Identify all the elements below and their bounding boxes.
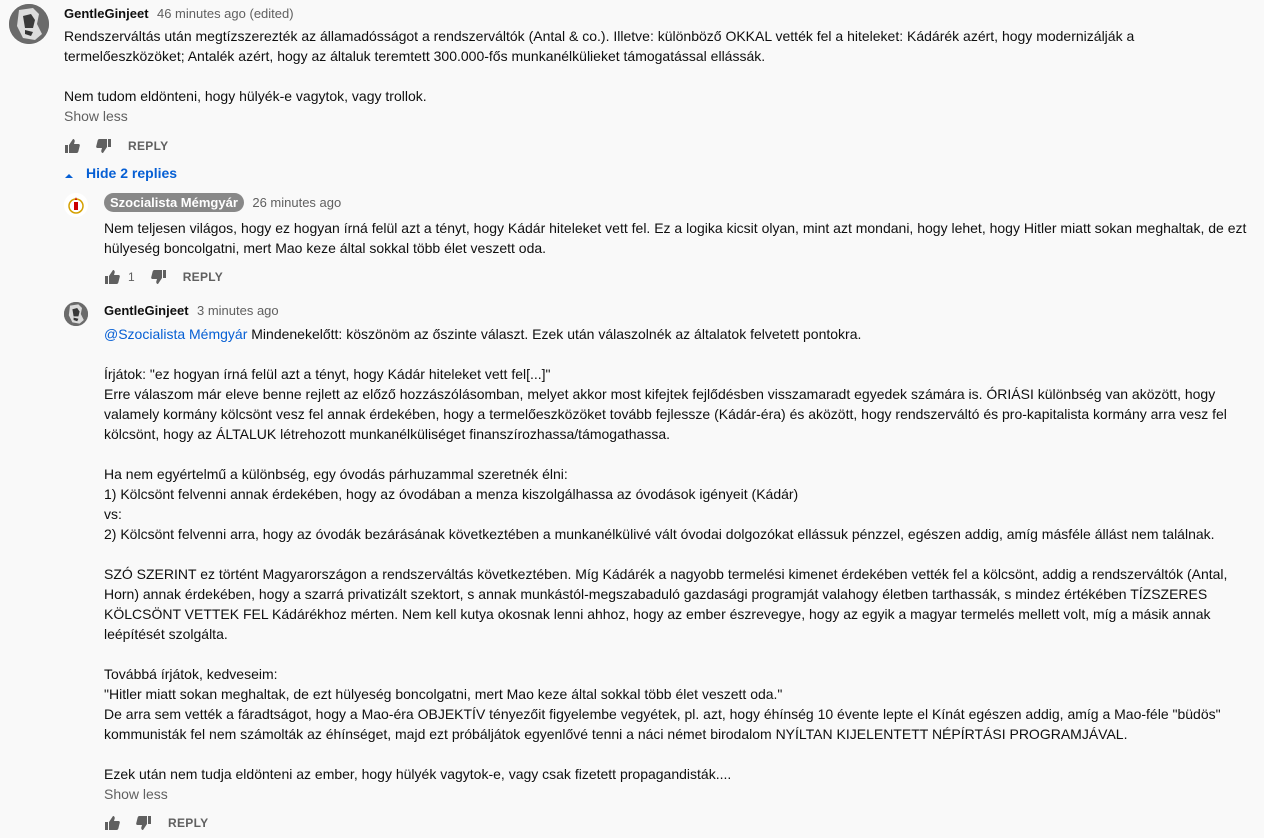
comment-text-content: Mindenekelőtt: köszönöm az őszinte választ. Ezek után válaszolnék az általatok felvetett pontokra. Írjátok: "ez hogyan írná felül azt a tényt, hogy Kádár hiteleket vett fel[...]" Erre válaszom már eleve benne rejlett az előző hozzászólásomban, melyet akkor most kifejtek fejlődésben visszamaradt egyedek számára is. ÓRIÁSI különbség van aközött, hogy valamely kormány kölcsönt vesz fel annak érdekében, hogy a termelőeszközöket tovább fejlessze (Kádár-éra) és aközött, hogy rendszerváltó és pro-kapitalista kormány arra vesz fel kölcsönt, hogy az ÁLTALUK létrehozott munkanélküliséget finanszírozhassa/támogathassa. Ha nem egyértelmű a különbség, egy óvodás párhuzammal szeretnék élni: 1) Kölcsönt felvenni annak érdekében, hogy az óvodában a menza kiszolgálhassa az óvodások igényeit (Kádár) vs: 2) Kölcsönt felvenni arra, hogy az óvodák bezárásának következtében a munkanélkülivé vált óvodai dolgozókat ellássuk pénzzel, egészen addig, amíg másféle állást nem találnak. SZÓ SZERINT ez történt Magyarországon a rendszerváltás következtében. Míg Kádárék a nagyobb termelési kimenet érdekében vették fel a kölcsönt, addig a rendszerváltók (Antal, Horn) annak érdekében, hogy a szarrá privatizált szektort, s annak munkástól-megszabaduló gazdasági programját valahogy életben tarthassák, s mindez értékében TÍZSZERES KÖLCSÖNT VETTEK FEL Kádárékhoz mérten. Nem kell kutya okosnak lenni ahhoz, hogy az ember észrevegye, hogy az egyik a magyar termelés mellett volt, míg a másik annak leépítését szolgálta. Továbbá írjátok, kedveseim: "Hitler miatt sokan meghaltak, de ezt hülyeség boncolgatni, mert Mao keze által sokkal több élet veszett oda." De arra sem vették a fáradtságot, hogy a Mao-éra OBJEKTÍV tényezőit figyelembe vegyétek, pl. azt, hogy éhínség 10 évente lepte el Kínát egészen addig, amíg a Mao-féle "büdös" kommunisták fel nem számolták az éhínséget, majd ezt próbáljátok egyenlővé tenni a náci német birodalom NYÍLTAN KIJELENTETT NÉPÍRTÁSI PROGRAMJÁVAL. Ezek után nem tudja eldönteni az ember, hogy hülyék vagytok-e, vagy csak fizetett propagandisták....: [104, 326, 1228, 782]
reply-button[interactable]: REPLY: [182, 270, 224, 284]
hide-replies-button[interactable]: [64, 165, 177, 181]
avatar[interactable]: [9, 4, 49, 44]
like-icon[interactable]: [64, 138, 80, 154]
dislike-icon[interactable]: [151, 269, 167, 285]
avatar[interactable]: [64, 302, 88, 326]
avatar-image: [64, 302, 88, 326]
dislike-icon[interactable]: [136, 815, 152, 831]
comment-header: [104, 194, 341, 212]
comment-actions: [64, 138, 168, 154]
comment-text: Nem teljesen világos, hogy ez hogyan írná felül azt a tényt, hogy Kádár hiteleket vett fel. Ez a logika kicsit olyan, mint azt mondani, hogy lehet, hogy Hitler miatt sokan meghaltak, de ezt hülyeség boncolgatni, mert Mao keze által sokkal több élet veszett oda.: [104, 220, 1247, 256]
comment-text: Rendszerváltás után megtízszerezték az államadósságot a rendszerváltók (Antal & co.). Illetve: különböző OKKAL vették fel a hiteleket: Kádárék azért, hogy modernizálják a termelőeszközöket; Antalék azért, hogy az általuk teremtett 300.000-fős munkanélkülieket támogatással ellássák. Nem tudom eldönteni, hogy hülyék-e vagytok, vagy trollok.: [64, 28, 1135, 104]
mention-link[interactable]: @Szocialista Mémgyár: [104, 326, 248, 342]
comment-timestamp[interactable]: 46 minutes ago (edited): [156, 6, 294, 21]
comment-actions: [104, 269, 223, 285]
reply-button[interactable]: REPLY: [168, 816, 209, 830]
avatar-image: [64, 193, 88, 217]
like-icon[interactable]: [104, 815, 120, 831]
chevron-up-icon: [64, 168, 74, 178]
avatar[interactable]: [64, 193, 88, 217]
reply-button[interactable]: REPLY: [128, 139, 169, 153]
comment-header: [104, 302, 279, 320]
comment-timestamp[interactable]: 26 minutes ago: [252, 195, 342, 210]
comment-author-badge[interactable]: Szocialista Mémgyár: [104, 193, 244, 212]
show-less-button[interactable]: Show less: [104, 786, 168, 802]
like-count: 1: [128, 270, 135, 284]
comment-author[interactable]: GentleGinjeet: [104, 303, 189, 318]
like-icon[interactable]: [104, 269, 120, 285]
show-less-button[interactable]: Show less: [64, 108, 128, 124]
comment-timestamp[interactable]: 3 minutes ago: [196, 303, 279, 318]
hide-replies-label: Hide 2 replies: [86, 165, 178, 181]
avatar-image: [9, 4, 49, 44]
comment-actions: [104, 815, 208, 831]
comment-text: [104, 324, 1254, 784]
comment-author[interactable]: GentleGinjeet: [64, 6, 149, 21]
dislike-icon[interactable]: [96, 138, 112, 154]
comment-header: [64, 5, 294, 23]
